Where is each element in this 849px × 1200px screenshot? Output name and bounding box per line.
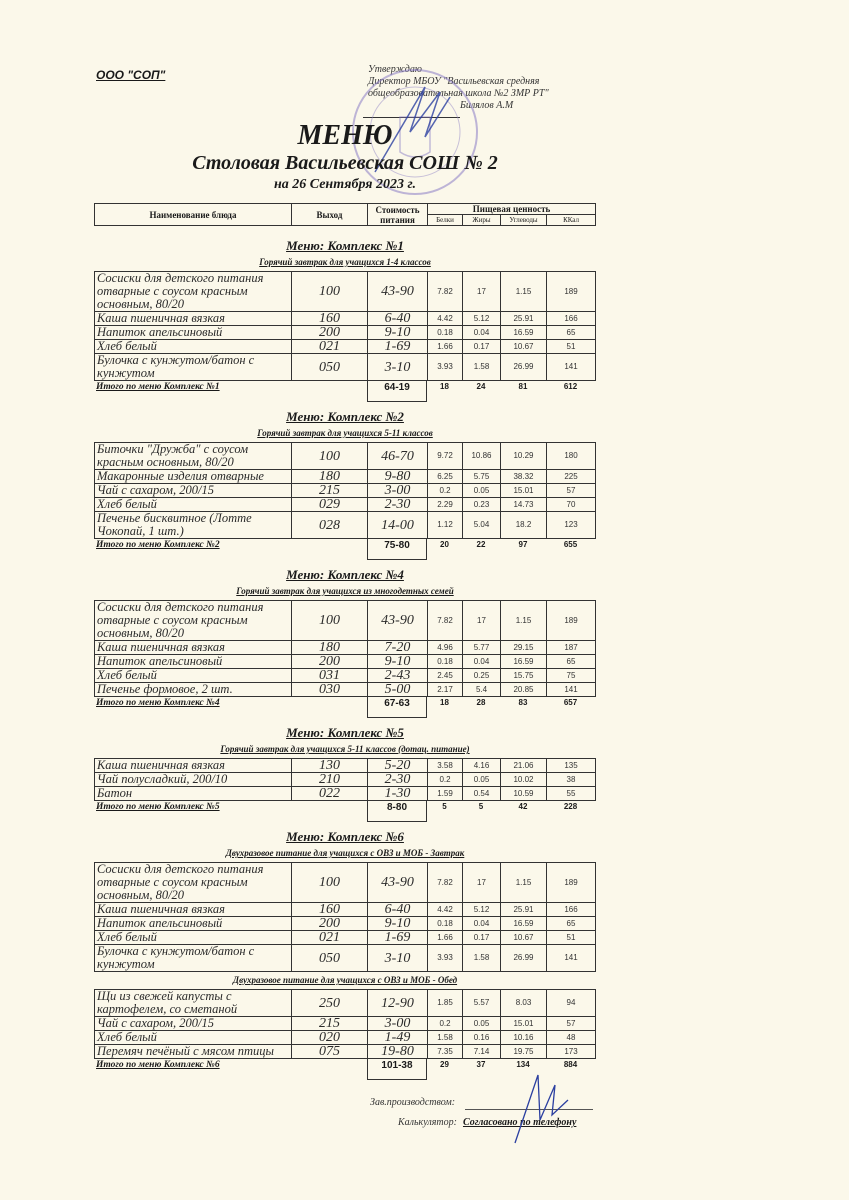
dish-cost: 3-00 xyxy=(368,484,428,498)
table-row xyxy=(95,512,596,539)
dish-protein: 7.35 xyxy=(428,1045,463,1059)
dish-fat: 17 xyxy=(463,272,501,312)
dish-carbs: 15.75 xyxy=(501,669,547,683)
dish-cost: 5-20 xyxy=(368,759,428,773)
manager-signature xyxy=(510,1065,570,1145)
dish-protein: 3.93 xyxy=(428,945,463,972)
dish-kcal: 141 xyxy=(547,945,596,972)
dish-protein: 0.18 xyxy=(428,655,463,669)
dish-name: Сосиски для детского питания отварные с соусом красным основным, 80/20 xyxy=(95,601,292,641)
dish-kcal: 51 xyxy=(547,340,596,354)
table-row xyxy=(95,641,596,655)
dish-fat: 1.58 xyxy=(463,354,501,381)
dish-cost: 2-30 xyxy=(368,773,428,787)
group-subtitle: Двухразовое питание для учащихся с ОВЗ и МОБ - Завтрак xyxy=(225,848,465,858)
dish-carbs: 1.15 xyxy=(501,601,547,641)
dish-fat: 0.04 xyxy=(463,326,501,340)
calculator-value: Согласовано по телефону xyxy=(462,1117,577,1128)
dish-output: 130 xyxy=(292,759,368,773)
dish-cost: 43-90 xyxy=(368,601,428,641)
total-cost: 101-38 xyxy=(367,1058,427,1080)
dish-cost: 9-10 xyxy=(368,326,428,340)
dish-fat: 0.04 xyxy=(463,655,501,669)
header-dish: Наименование блюда xyxy=(95,204,292,226)
dish-carbs: 10.16 xyxy=(501,1031,547,1045)
menu-section xyxy=(0,829,690,1083)
dish-fat: 5.57 xyxy=(463,990,501,1017)
table-row xyxy=(95,1045,596,1059)
dish-carbs: 1.15 xyxy=(501,863,547,903)
dish-fat: 1.58 xyxy=(463,945,501,972)
dish-name: Сосиски для детского питания отварные с соусом красным основным, 80/20 xyxy=(95,863,292,903)
dish-output: 050 xyxy=(292,354,368,381)
dish-protein: 1.12 xyxy=(428,512,463,539)
dish-carbs: 26.99 xyxy=(501,354,547,381)
dish-output: 100 xyxy=(292,443,368,470)
header-kcal: ККал xyxy=(547,215,596,226)
dish-fat: 0.17 xyxy=(463,931,501,945)
dish-name: Чай полусладкий, 200/10 xyxy=(95,773,292,787)
header-protein: Белки xyxy=(428,215,463,226)
table-row xyxy=(95,312,596,326)
group-subtitle: Горячий завтрак для учащихся 5-11 классов (дотац. питание) xyxy=(220,744,470,754)
dish-output: 028 xyxy=(292,512,368,539)
dish-output: 180 xyxy=(292,470,368,484)
dish-kcal: 173 xyxy=(547,1045,596,1059)
total-row xyxy=(94,539,595,563)
total-label: Итого по меню Комплекс №4 xyxy=(96,698,220,708)
table-row xyxy=(95,326,596,340)
dish-name: Перемяч печёный с мясом птицы xyxy=(95,1045,292,1059)
canteen-name: Столовая Васильевская СОШ № 2 xyxy=(192,152,498,174)
dish-protein: 2.45 xyxy=(428,669,463,683)
dish-kcal: 48 xyxy=(547,1031,596,1045)
dish-cost: 19-80 xyxy=(368,1045,428,1059)
dish-cost: 14-00 xyxy=(368,512,428,539)
dish-kcal: 180 xyxy=(547,443,596,470)
dish-output: 210 xyxy=(292,773,368,787)
dish-fat: 10.86 xyxy=(463,443,501,470)
dish-kcal: 189 xyxy=(547,863,596,903)
dish-kcal: 166 xyxy=(547,903,596,917)
dish-kcal: 189 xyxy=(547,601,596,641)
table-row xyxy=(95,931,596,945)
dish-protein: 7.82 xyxy=(428,863,463,903)
header-fat: Жиры xyxy=(463,215,501,226)
dish-carbs: 10.02 xyxy=(501,773,547,787)
total-carbs: 97 xyxy=(518,540,528,549)
dish-name: Каша пшеничная вязкая xyxy=(95,759,292,773)
dish-name: Булочка с кунжутом/батон с кунжутом xyxy=(95,945,292,972)
dish-kcal: 65 xyxy=(547,917,596,931)
dish-kcal: 141 xyxy=(547,683,596,697)
table-row xyxy=(95,759,596,773)
table-row xyxy=(95,1017,596,1031)
menu-section xyxy=(0,567,690,721)
dish-kcal: 65 xyxy=(547,655,596,669)
header-carbs: Углеводы xyxy=(501,215,547,226)
dish-fat: 0.05 xyxy=(463,484,501,498)
dish-cost: 1-69 xyxy=(368,340,428,354)
dish-output: 029 xyxy=(292,498,368,512)
menu-table xyxy=(94,989,596,1059)
dish-output: 030 xyxy=(292,683,368,697)
dish-name: Напиток апельсиновый xyxy=(95,655,292,669)
dish-carbs: 15.01 xyxy=(501,1017,547,1031)
approval-line: общеобразовательная школа №2 ЗМР РТ" xyxy=(368,88,549,99)
dish-fat: 17 xyxy=(463,863,501,903)
table-row xyxy=(95,787,596,801)
dish-protein: 0.18 xyxy=(428,917,463,931)
dish-cost: 3-00 xyxy=(368,1017,428,1031)
dish-protein: 0.2 xyxy=(428,1017,463,1031)
dish-name: Хлеб белый xyxy=(95,931,292,945)
total-label: Итого по меню Комплекс №2 xyxy=(96,540,220,550)
dish-cost: 46-70 xyxy=(368,443,428,470)
dish-fat: 5.75 xyxy=(463,470,501,484)
dish-output: 160 xyxy=(292,903,368,917)
dish-output: 100 xyxy=(292,272,368,312)
total-carbs: 81 xyxy=(518,382,528,391)
document-body xyxy=(0,234,690,1141)
dish-cost: 12-90 xyxy=(368,990,428,1017)
total-fat: 28 xyxy=(476,698,486,707)
dish-fat: 5.4 xyxy=(463,683,501,697)
dish-carbs: 18.2 xyxy=(501,512,547,539)
total-protein: 18 xyxy=(440,382,449,391)
dish-cost: 43-90 xyxy=(368,863,428,903)
dish-fat: 5.04 xyxy=(463,512,501,539)
total-fat: 24 xyxy=(476,382,486,391)
dish-output: 215 xyxy=(292,1017,368,1031)
total-fat: 37 xyxy=(476,1060,486,1069)
dish-fat: 0.25 xyxy=(463,669,501,683)
menu-table xyxy=(94,862,596,972)
dish-cost: 3-10 xyxy=(368,945,428,972)
section-title: Меню: Комплекс №6 xyxy=(286,829,404,844)
dish-fat: 0.05 xyxy=(463,1017,501,1031)
total-label: Итого по меню Комплекс №1 xyxy=(96,382,220,392)
table-row xyxy=(95,945,596,972)
dish-fat: 0.17 xyxy=(463,340,501,354)
footer xyxy=(0,1097,690,1141)
dish-output: 100 xyxy=(292,601,368,641)
table-row xyxy=(95,272,596,312)
dish-fat: 0.54 xyxy=(463,787,501,801)
total-carbs: 42 xyxy=(518,802,528,811)
dish-name: Печенье формовое, 2 шт. xyxy=(95,683,292,697)
total-row xyxy=(94,381,595,405)
dish-name: Напиток апельсиновый xyxy=(95,326,292,340)
dish-protein: 0.2 xyxy=(428,773,463,787)
dish-name: Щи из свежей капусты с картофелем, со сметаной xyxy=(95,990,292,1017)
dish-output: 020 xyxy=(292,1031,368,1045)
dish-kcal: 135 xyxy=(547,759,596,773)
dish-protein: 1.59 xyxy=(428,787,463,801)
dish-name: Каша пшеничная вязкая xyxy=(95,641,292,655)
dish-carbs: 25.91 xyxy=(501,312,547,326)
header-nutrition: Пищевая ценность xyxy=(428,204,596,215)
section-title: Меню: Комплекс №2 xyxy=(286,409,404,424)
menu-table xyxy=(94,600,596,697)
dish-protein: 0.18 xyxy=(428,326,463,340)
dish-carbs: 16.59 xyxy=(501,655,547,669)
dish-cost: 9-10 xyxy=(368,655,428,669)
total-carbs: 83 xyxy=(518,698,528,707)
dish-kcal: 166 xyxy=(547,312,596,326)
total-cost: 8-80 xyxy=(367,800,427,822)
table-row xyxy=(95,990,596,1017)
menu-sections xyxy=(0,238,690,1083)
dish-protein: 7.82 xyxy=(428,272,463,312)
dish-carbs: 10.29 xyxy=(501,443,547,470)
dish-carbs: 10.67 xyxy=(501,931,547,945)
dish-name: Хлеб белый xyxy=(95,340,292,354)
dish-carbs: 20.85 xyxy=(501,683,547,697)
dish-kcal: 38 xyxy=(547,773,596,787)
dish-protein: 7.82 xyxy=(428,601,463,641)
dish-name: Печенье бисквитное (Лотте Чокопай, 1 шт.) xyxy=(95,512,292,539)
dish-name: Хлеб белый xyxy=(95,669,292,683)
dish-fat: 0.23 xyxy=(463,498,501,512)
total-label: Итого по меню Комплекс №6 xyxy=(96,1060,220,1070)
dish-output: 022 xyxy=(292,787,368,801)
column-header-table xyxy=(94,203,596,226)
dish-output: 200 xyxy=(292,326,368,340)
dish-cost: 1-49 xyxy=(368,1031,428,1045)
table-row xyxy=(95,1031,596,1045)
table-row xyxy=(95,498,596,512)
dish-fat: 0.16 xyxy=(463,1031,501,1045)
table-row xyxy=(95,863,596,903)
group-subtitle: Двухразовое питание для учащихся с ОВЗ и МОБ - Обед xyxy=(232,975,458,985)
total-kcal: 612 xyxy=(563,382,578,391)
dish-kcal: 187 xyxy=(547,641,596,655)
organization-name: ООО "СОП" xyxy=(96,68,166,82)
dish-cost: 6-40 xyxy=(368,312,428,326)
dish-protein: 3.58 xyxy=(428,759,463,773)
approval-signer: Билялов А.М xyxy=(460,100,514,111)
table-row xyxy=(95,903,596,917)
dish-cost: 43-90 xyxy=(368,272,428,312)
section-title: Меню: Комплекс №4 xyxy=(286,567,404,582)
dish-fat: 0.04 xyxy=(463,917,501,931)
menu-date: на 26 Сентября 2023 г. xyxy=(274,177,416,192)
dish-carbs: 16.59 xyxy=(501,917,547,931)
table-row xyxy=(95,655,596,669)
dish-protein: 1.66 xyxy=(428,340,463,354)
approval-line: Директор МБОУ "Васильевская средняя xyxy=(368,76,540,87)
menu-section xyxy=(0,725,690,825)
group-subtitle: Горячий завтрак для учащихся из многодетных семей xyxy=(236,586,454,596)
dish-cost: 2-30 xyxy=(368,498,428,512)
dish-cost: 7-20 xyxy=(368,641,428,655)
dish-output: 250 xyxy=(292,990,368,1017)
dish-name: Булочка с кунжутом/батон с кунжутом xyxy=(95,354,292,381)
dish-kcal: 94 xyxy=(547,990,596,1017)
dish-fat: 17 xyxy=(463,601,501,641)
dish-kcal: 189 xyxy=(547,272,596,312)
dish-kcal: 123 xyxy=(547,512,596,539)
dish-output: 100 xyxy=(292,863,368,903)
table-row xyxy=(95,354,596,381)
menu-section xyxy=(0,409,690,563)
table-row xyxy=(95,340,596,354)
total-kcal: 655 xyxy=(563,540,578,549)
dish-name: Хлеб белый xyxy=(95,498,292,512)
menu-table xyxy=(94,758,596,801)
dish-cost: 5-00 xyxy=(368,683,428,697)
dish-protein: 4.42 xyxy=(428,312,463,326)
total-cost: 64-19 xyxy=(367,380,427,402)
dish-carbs: 19.75 xyxy=(501,1045,547,1059)
dish-carbs: 29.15 xyxy=(501,641,547,655)
dish-carbs: 8.03 xyxy=(501,990,547,1017)
dish-fat: 5.12 xyxy=(463,312,501,326)
dish-cost: 9-80 xyxy=(368,470,428,484)
dish-carbs: 10.59 xyxy=(501,787,547,801)
dish-cost: 1-30 xyxy=(368,787,428,801)
table-row xyxy=(95,484,596,498)
dish-fat: 5.12 xyxy=(463,903,501,917)
dish-output: 180 xyxy=(292,641,368,655)
dish-cost: 6-40 xyxy=(368,903,428,917)
dish-protein: 2.29 xyxy=(428,498,463,512)
dish-kcal: 57 xyxy=(547,1017,596,1031)
dish-name: Каша пшеничная вязкая xyxy=(95,312,292,326)
dish-name: Хлеб белый xyxy=(95,1031,292,1045)
dish-name: Сосиски для детского питания отварные с соусом красным основным, 80/20 xyxy=(95,272,292,312)
dish-name: Макаронные изделия отварные xyxy=(95,470,292,484)
dish-name: Чай с сахаром, 200/15 xyxy=(95,484,292,498)
dish-protein: 3.93 xyxy=(428,354,463,381)
dish-kcal: 75 xyxy=(547,669,596,683)
total-protein: 5 xyxy=(442,802,447,811)
dish-kcal: 70 xyxy=(547,498,596,512)
production-manager-label: Зав.производством: xyxy=(370,1097,456,1108)
page-title: МЕНЮ xyxy=(297,120,393,151)
group-subtitle: Горячий завтрак для учащихся 1-4 классов xyxy=(259,257,431,267)
total-label: Итого по меню Комплекс №5 xyxy=(96,802,220,812)
dish-carbs: 21.06 xyxy=(501,759,547,773)
dish-protein: 9.72 xyxy=(428,443,463,470)
dish-output: 200 xyxy=(292,917,368,931)
dish-output: 160 xyxy=(292,312,368,326)
total-row xyxy=(94,801,595,825)
dish-protein: 2.17 xyxy=(428,683,463,697)
dish-fat: 4.16 xyxy=(463,759,501,773)
dish-kcal: 225 xyxy=(547,470,596,484)
section-title: Меню: Комплекс №1 xyxy=(286,238,404,253)
menu-table xyxy=(94,271,596,381)
approval-line: Утверждаю xyxy=(368,64,422,75)
dish-output: 031 xyxy=(292,669,368,683)
dish-protein: 1.66 xyxy=(428,931,463,945)
dish-protein: 1.85 xyxy=(428,990,463,1017)
total-kcal: 884 xyxy=(563,1060,578,1069)
dish-name: Каша пшеничная вязкая xyxy=(95,903,292,917)
total-row xyxy=(94,697,595,721)
dish-carbs: 14.73 xyxy=(501,498,547,512)
dish-output: 075 xyxy=(292,1045,368,1059)
total-protein: 29 xyxy=(440,1060,449,1069)
dish-protein: 0.2 xyxy=(428,484,463,498)
dish-carbs: 16.59 xyxy=(501,326,547,340)
dish-fat: 7.14 xyxy=(463,1045,501,1059)
dish-cost: 9-10 xyxy=(368,917,428,931)
total-protein: 18 xyxy=(440,698,449,707)
dish-output: 021 xyxy=(292,931,368,945)
calculator-label: Калькулятор: xyxy=(398,1117,457,1128)
dish-kcal: 57 xyxy=(547,484,596,498)
dish-carbs: 10.67 xyxy=(501,340,547,354)
dish-output: 200 xyxy=(292,655,368,669)
dish-protein: 4.42 xyxy=(428,903,463,917)
dish-cost: 2-43 xyxy=(368,669,428,683)
table-row xyxy=(95,683,596,697)
dish-cost: 1-69 xyxy=(368,931,428,945)
dish-fat: 0.05 xyxy=(463,773,501,787)
total-cost: 75-80 xyxy=(367,538,427,560)
group-subtitle: Горячий завтрак для учащихся 5-11 классов xyxy=(257,428,433,438)
dish-protein: 4.96 xyxy=(428,641,463,655)
table-row xyxy=(95,470,596,484)
dish-output: 050 xyxy=(292,945,368,972)
dish-output: 021 xyxy=(292,340,368,354)
dish-carbs: 25.91 xyxy=(501,903,547,917)
dish-protein: 1.58 xyxy=(428,1031,463,1045)
total-cost: 67-63 xyxy=(367,696,427,718)
total-kcal: 228 xyxy=(563,802,578,811)
dish-carbs: 38.32 xyxy=(501,470,547,484)
total-fat: 5 xyxy=(478,802,484,811)
total-carbs: 134 xyxy=(516,1060,530,1069)
table-row xyxy=(95,669,596,683)
dish-kcal: 141 xyxy=(547,354,596,381)
menu-table xyxy=(94,442,596,539)
menu-section xyxy=(0,238,690,405)
total-protein: 20 xyxy=(440,540,449,549)
total-kcal: 657 xyxy=(563,698,578,707)
table-row xyxy=(95,601,596,641)
dish-name: Чай с сахаром, 200/15 xyxy=(95,1017,292,1031)
dish-kcal: 51 xyxy=(547,931,596,945)
header-cost: Стоимость питания xyxy=(368,204,428,226)
total-fat: 22 xyxy=(476,540,486,549)
dish-name: Батон xyxy=(95,787,292,801)
dish-kcal: 55 xyxy=(547,787,596,801)
table-row xyxy=(95,773,596,787)
dish-name: Напиток апельсиновый xyxy=(95,917,292,931)
dish-name: Биточки "Дружба" с соусом красным основным, 80/20 xyxy=(95,443,292,470)
section-title: Меню: Комплекс №5 xyxy=(286,725,404,740)
dish-output: 215 xyxy=(292,484,368,498)
dish-fat: 5.77 xyxy=(463,641,501,655)
table-row xyxy=(95,443,596,470)
dish-carbs: 1.15 xyxy=(501,272,547,312)
header-output: Выход xyxy=(292,204,368,226)
dish-cost: 3-10 xyxy=(368,354,428,381)
dish-protein: 6.25 xyxy=(428,470,463,484)
dish-carbs: 15.01 xyxy=(501,484,547,498)
dish-kcal: 65 xyxy=(547,326,596,340)
dish-carbs: 26.99 xyxy=(501,945,547,972)
table-row xyxy=(95,917,596,931)
